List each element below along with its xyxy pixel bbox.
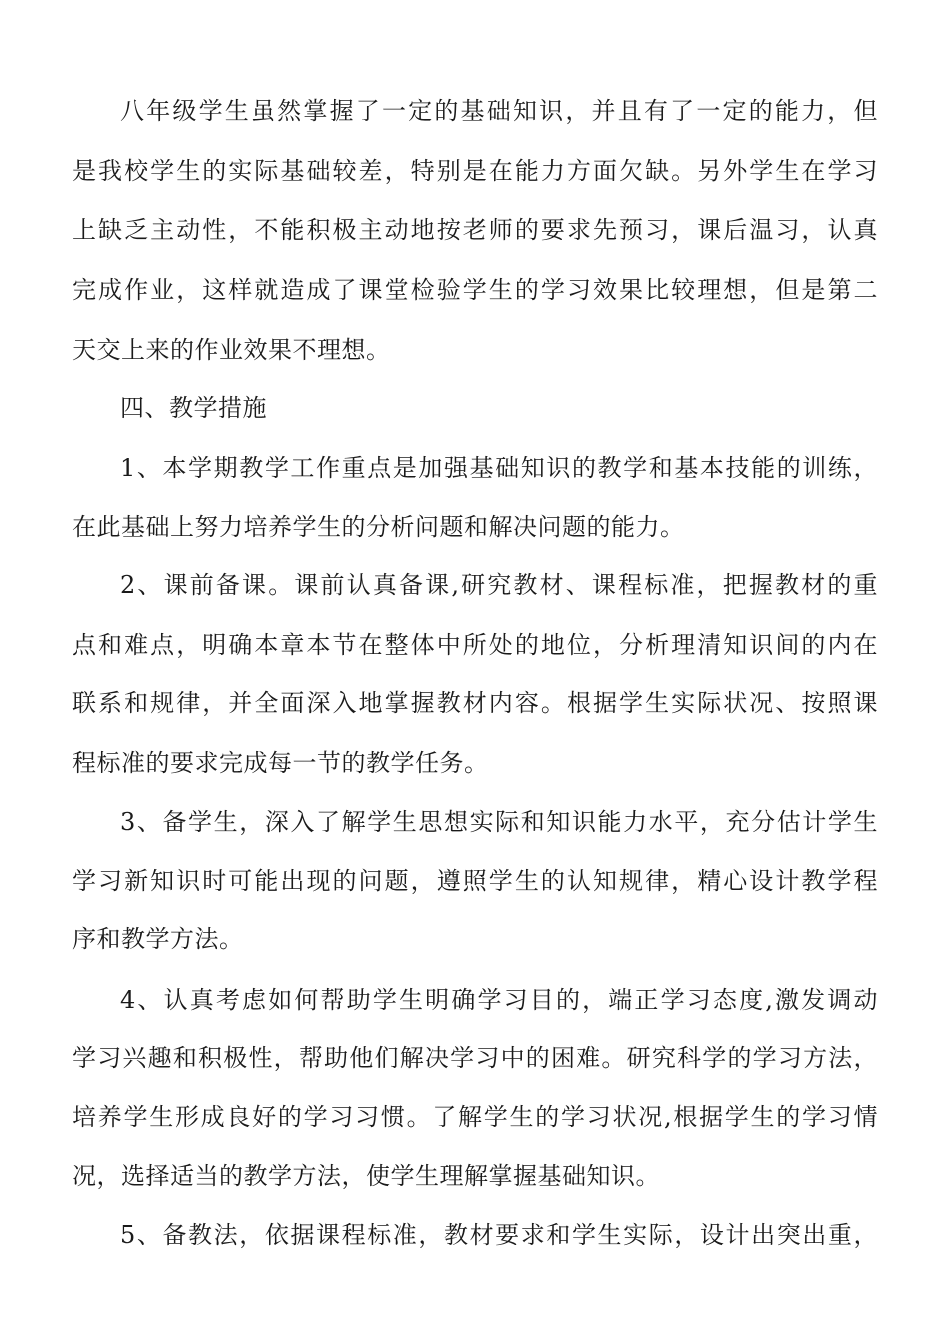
section-heading: 四、教学措施 (120, 394, 267, 422)
text-line: 5、备教法，依据课程标准，教材要求和学生实际，设计出突出重， (120, 1221, 878, 1249)
text-line: 2、课前备课。课前认真备课,研究教材、课程标准，把握教材的重 (120, 571, 878, 599)
text-line: 天交上来的作业效果不理想。 (72, 336, 391, 364)
text-line: 上缺乏主动性，不能积极主动地按老师的要求先预习，课后温习，认真 (72, 216, 878, 244)
text-line: 3、备学生，深入了解学生思想实际和知识能力水平，充分估计学生 (120, 808, 878, 836)
text-line: 况，选择适当的教学方法，使学生理解掌握基础知识。 (72, 1162, 660, 1190)
text-line: 在此基础上努力培养学生的分析问题和解决问题的能力。 (72, 513, 685, 541)
text-line: 学习新知识时可能出现的问题，遵照学生的认知规律，精心设计教学程 (72, 867, 878, 895)
text-line: 1、本学期教学工作重点是加强基础知识的教学和基本技能的训练， (120, 454, 878, 482)
text-line: 程标准的要求完成每一节的教学任务。 (72, 749, 489, 777)
text-line: 八年级学生虽然掌握了一定的基础知识，并且有了一定的能力，但 (120, 97, 878, 125)
text-line: 学习兴趣和积极性，帮助他们解决学习中的困难。研究科学的学习方法， (72, 1044, 878, 1072)
text-line: 序和教学方法。 (72, 925, 244, 953)
text-line: 是我校学生的实际基础较差，特别是在能力方面欠缺。另外学生在学习 (72, 157, 878, 185)
text-line: 完成作业，这样就造成了课堂检验学生的学习效果比较理想，但是第二 (72, 276, 878, 304)
text-line: 点和难点，明确本章本节在整体中所处的地位，分析理清知识间的内在 (72, 631, 878, 659)
text-line: 联系和规律，并全面深入地掌握教材内容。根据学生实际状况、按照课 (72, 689, 878, 717)
text-line: 4、认真考虑如何帮助学生明确学习目的，端正学习态度,激发调动 (120, 986, 878, 1014)
text-line: 培养学生形成良好的学习习惯。了解学生的学习状况,根据学生的学习情 (72, 1103, 878, 1131)
